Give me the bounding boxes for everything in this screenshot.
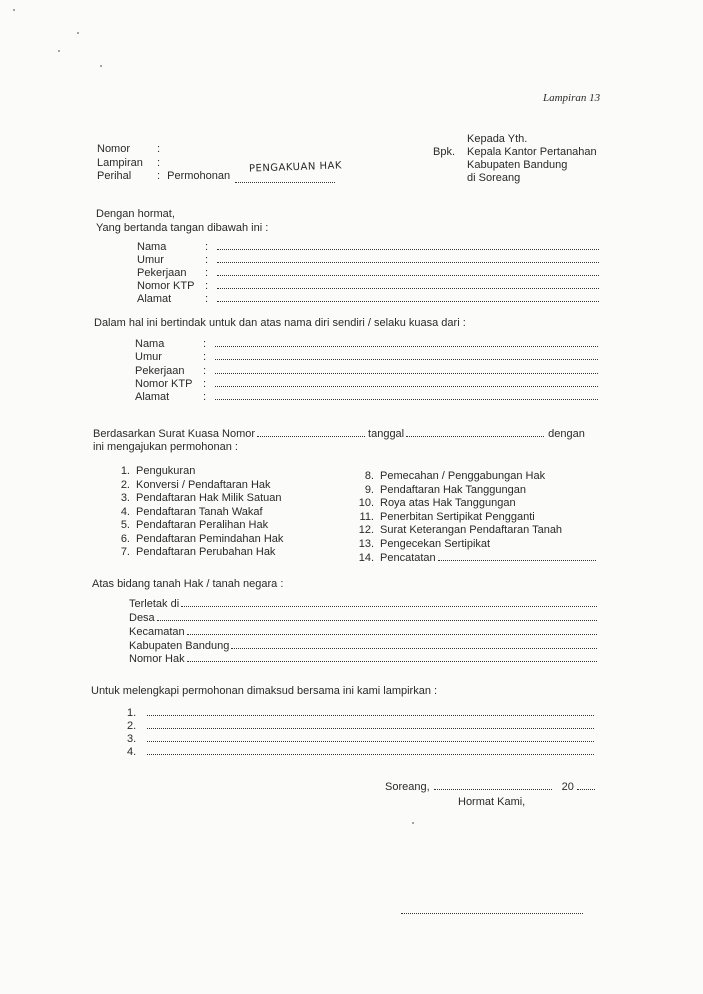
addressee-line4: di Soreang: [467, 172, 521, 184]
perihal-line: [235, 160, 343, 183]
on-behalf-text: Dalam hal ini bertindak untuk dan atas nama diri sendiri / selaku kuasa dari :: [94, 317, 466, 329]
service-item: 2. Konversi / Pendaftaran Hak: [120, 478, 271, 491]
fill-line[interactable]: [231, 639, 597, 649]
lampiran-label: Lampiran 13: [543, 92, 601, 104]
lampiran-colon: :: [157, 157, 161, 169]
service-item: 12. Surat Keterangan Pendaftaran Tanah: [358, 524, 563, 536]
fill-line[interactable]: [187, 652, 597, 662]
nomor-row: [97, 143, 160, 155]
perihal-colon: :: [157, 170, 161, 182]
land-item: Kecamatan: [129, 625, 597, 638]
land-item: Terletak di: [129, 597, 597, 610]
service-item: 1. Pengukuran: [120, 465, 196, 477]
permohonan-label: Permohonan: [167, 170, 231, 182]
fill-line[interactable]: [215, 377, 598, 387]
scan-speck: [13, 9, 15, 11]
fill-line[interactable]: [181, 597, 597, 607]
hormat-kami: Hormat Kami,: [458, 796, 526, 808]
attachment-item: 3.: [127, 732, 594, 745]
fill-line[interactable]: [215, 350, 598, 360]
fill-line[interactable]: [147, 745, 594, 755]
service-item: 5. Pendaftaran Peralihan Hak: [120, 519, 269, 531]
fill-line[interactable]: [217, 292, 599, 302]
scan-speck: [77, 32, 79, 34]
land-item: Kabupaten Bandung: [129, 639, 597, 652]
field-ktp-2: Nomor KTP :: [135, 377, 598, 390]
addressee-line1: Kepada Yth.: [467, 133, 528, 145]
field-umur-2: Umur :: [135, 350, 598, 363]
service-item: 4. Pendaftaran Tanah Wakaf: [120, 505, 263, 518]
field-nama-2: Nama :: [135, 337, 598, 350]
scan-speck: [100, 65, 102, 67]
land-item: Desa: [129, 611, 597, 624]
service-item: 14. Pencatatan: [356, 551, 596, 565]
dengan-text: dengan: [548, 428, 585, 440]
greeting-hormat: Dengan hormat,: [96, 208, 175, 220]
field-alamat-2: Alamat :: [135, 390, 598, 403]
fill-line[interactable]: [434, 780, 552, 790]
service-item: 6. Pendaftaran Pemindahan Hak: [120, 532, 284, 545]
fill-line[interactable]: [406, 427, 544, 437]
fill-line[interactable]: [215, 337, 598, 347]
service-item: 8. Pemecahan / Penggabungan Hak: [364, 470, 546, 482]
service-item: 7. Pendaftaran Perubahan Hak: [120, 546, 276, 558]
field-nama-1: Nama :: [137, 240, 599, 253]
fill-line[interactable]: [577, 780, 595, 790]
fill-line[interactable]: [147, 719, 594, 729]
fill-line[interactable]: [147, 732, 594, 742]
surat-kuasa-line: [93, 427, 599, 440]
lampiran-field-label: Lampiran: [97, 157, 143, 169]
fill-line[interactable]: [217, 279, 599, 289]
fill-line[interactable]: [217, 266, 599, 276]
field-umur-1: Umur :: [137, 253, 599, 266]
fill-line[interactable]: [187, 625, 597, 635]
field-pekerjaan-2: Pekerjaan :: [135, 364, 598, 377]
fill-line[interactable]: [147, 706, 594, 716]
field-alamat-1: Alamat :: [137, 292, 599, 305]
surat-kuasa-text: Berdasarkan Surat Kuasa Nomor: [93, 428, 256, 440]
fill-line[interactable]: [257, 427, 365, 437]
nomor-label: Nomor: [97, 143, 131, 155]
attachment-item: 4.: [127, 745, 594, 758]
fill-line[interactable]: [215, 390, 598, 400]
perihal-handwritten: PENGAKUAN HAK: [249, 160, 343, 175]
services-left-list: [112, 465, 283, 560]
fill-line[interactable]: [438, 551, 596, 561]
addressee-line3: Kabupaten Bandung: [467, 159, 568, 171]
nomor-colon: :: [157, 143, 161, 155]
land-title: Atas bidang tanah Hak / tanah negara :: [92, 578, 284, 590]
attachment-item: 1.: [127, 706, 594, 719]
scan-speck: [58, 50, 60, 52]
fill-line[interactable]: [217, 240, 599, 250]
fill-line[interactable]: [157, 611, 597, 621]
service-item: 11. Penerbitan Sertipikat Pengganti: [359, 510, 535, 523]
lampiran-row: [97, 157, 160, 169]
service-item: 3. Pendaftaran Hak Milik Satuan: [120, 492, 282, 504]
services-right-list: [356, 470, 596, 565]
fill-line[interactable]: [215, 364, 598, 374]
perihal-label: Perihal: [97, 170, 132, 182]
service-item: 10. Roya atas Hak Tanggungan: [358, 497, 516, 509]
attachment-item: 2.: [127, 719, 594, 732]
attachments-title: Untuk melengkapi permohonan dimaksud bersama ini kami lampirkan :: [91, 685, 438, 697]
closing-year: 20: [561, 781, 574, 793]
greeting-undersigned: Yang bertanda tangan dibawah ini :: [96, 222, 269, 234]
land-item: Nomor Hak: [129, 652, 597, 665]
addressee-line2: Kepala Kantor Pertanahan: [467, 146, 597, 158]
closing-place: Soreang,: [385, 781, 430, 793]
tanggal-text: tanggal: [368, 428, 405, 440]
service-item: 13. Pengecekan Sertipikat: [358, 537, 491, 550]
field-ktp-1: Nomor KTP :: [137, 279, 599, 292]
addressee-bpk: Bpk.: [433, 146, 456, 158]
fill-line[interactable]: [217, 253, 599, 263]
field-pekerjaan-1: Pekerjaan :: [137, 266, 599, 279]
signature-line[interactable]: [401, 905, 583, 914]
surat-kuasa-line2: ini mengajukan permohonan :: [93, 441, 238, 453]
service-item: 9. Pendaftaran Hak Tanggungan: [364, 483, 526, 496]
scan-speck: [412, 822, 414, 824]
closing-place-date: [385, 780, 601, 793]
